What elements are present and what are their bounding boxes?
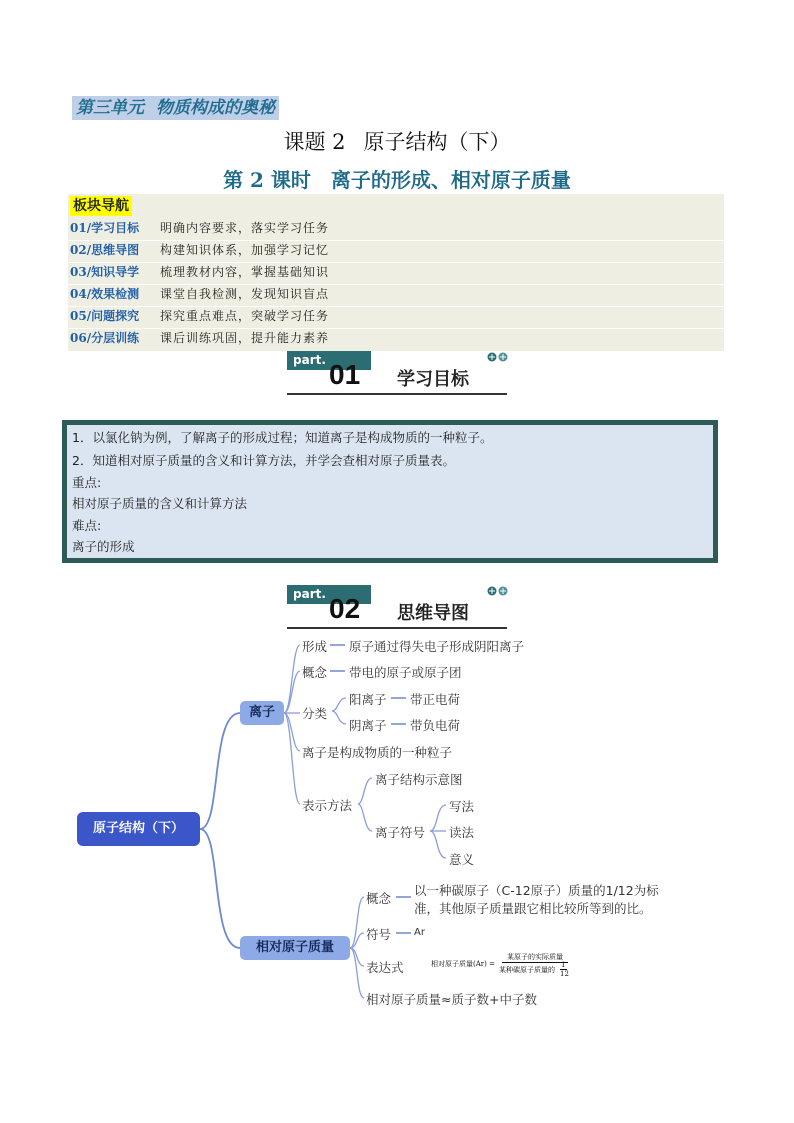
nav-item-desc: 构建知识体系，加强学习记忆 [160,243,330,257]
anion-label: 阴离子 [349,718,387,733]
objective-line: 2．知道相对原子质量的含义和计算方法，并学会查相对原子质量表。 [72,453,455,468]
cation-detail: 带正电荷 [410,692,461,707]
ram-symbol-label: 符号 [366,927,392,942]
ram-concept-line1: 以一种碳原子（C-12原子）质量的1/12为标 [414,883,659,898]
ion-particle-statement: 离子是构成物质的一种粒子 [302,745,453,760]
nav-item-code: 03/知识导学 [70,265,140,279]
ram-formula-twelfth-num: 1 [561,961,566,969]
nav-item-desc: 课后训练巩固，提升能力素养 [160,331,330,345]
ion-concept-label: 概念 [302,665,328,680]
period-name: 离子的形成、相对原子质量 [330,168,571,192]
ion-concept-detail: 带电的原子或原子团 [349,665,462,680]
ion-classify-label: 分类 [302,706,328,721]
ram-expression-label: 表达式 [366,960,404,975]
mindmap-node-ion: 离子 [240,701,284,725]
nav-item-code: 06/分层训练 [70,331,140,345]
nav-item-desc: 探究重点难点，突破学习任务 [160,309,330,323]
nav-item-code: 01/学习目标 [70,221,140,235]
ion-symbol-reading: 读法 [449,825,475,840]
nav-item-code: 02/思维导图 [70,243,140,257]
ram-formula-denominator: 某种碳原子质量的 [499,966,555,974]
ram-formula-left: 相对原子质量(Ar) = [431,960,495,968]
anion-detail: 带负电荷 [410,718,461,733]
lesson-name: 原子结构（下） [363,130,511,154]
ram-concept-label: 概念 [366,891,392,906]
part-number: 02 [329,593,361,624]
nav-item-desc: 明确内容要求，落实学习任务 [160,221,330,235]
ram-symbol-detail: Ar [414,927,425,938]
ram-concept-line2: 准，其他原子质量跟它相比较所等到的比。 [414,901,652,916]
lesson-number: 课题 2 [283,130,346,154]
ram-formula-numerator: 某原子的实际质量 [507,953,563,961]
unit-topic: 物质构成的奥秘 [156,98,275,118]
part-tag: part. [287,351,371,370]
period-number: 第 2 课时 [223,168,311,192]
ion-representation-label: 表示方法 [302,798,353,813]
part-number: 01 [329,359,361,390]
objective-line: 1．以氯化钠为例，了解离子的形成过程；知道离子是构成物质的一种粒子。 [72,430,493,445]
nav-item-code: 04/效果检测 [70,287,140,301]
ion-symbol-meaning: 意义 [449,852,475,867]
unit-number: 第三单元 [76,98,144,118]
ion-formation-detail: 原子通过得失电子形成阴阳离子 [349,639,525,654]
ion-formation-label: 形成 [302,639,328,654]
part-title: 思维导图 [397,603,469,624]
key-point-text: 相对原子质量的含义和计算方法 [72,496,248,511]
nav-item-desc: 梳理教材内容，掌握基础知识 [160,265,330,279]
difficulty-text: 离子的形成 [72,539,135,554]
nav-item-code: 05/问题探究 [70,309,140,323]
navigation-title: 板块导航 [70,196,132,216]
mindmap-node-relative-atomic-mass: 相对原子质量 [240,936,350,960]
cation-label: 阳离子 [349,692,387,707]
part-tag: part. [287,585,371,604]
ram-formula-fraction-bar [502,962,568,963]
ram-approximation: 相对原子质量≈质子数+中子数 [366,992,537,1007]
ion-symbol-writing: 写法 [449,799,475,814]
nav-item-desc: 课堂自我检测，发现知识盲点 [160,287,330,301]
mindmap-root-node: 原子结构（下） [77,812,200,846]
ram-formula-twelfth-den: 12 [560,970,569,978]
difficulty-label: 难点: [72,518,102,533]
key-point-label: 重点: [72,475,102,490]
ion-structure-diagram-label: 离子结构示意图 [375,772,463,787]
part-title: 学习目标 [397,369,469,390]
ion-symbol-label: 离子符号 [375,825,426,840]
